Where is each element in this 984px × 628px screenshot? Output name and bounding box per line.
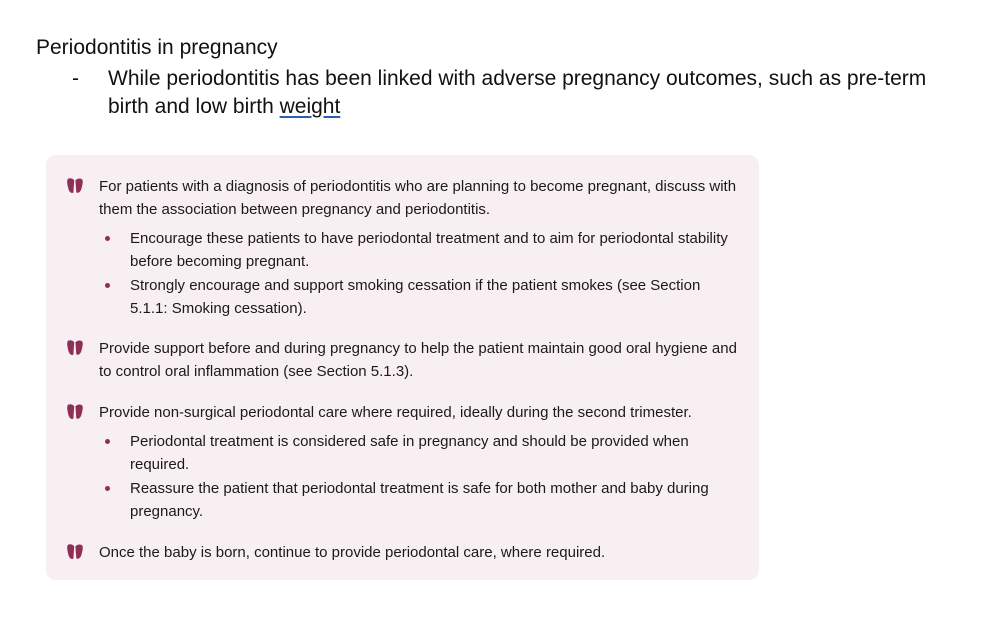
sub-item-text: Strongly encourage and support smoking cessation if the patient smokes (see Section 5.1.1: Smoking cessation).	[130, 277, 701, 317]
recommendation-card	[46, 155, 759, 580]
dash-bullet: -	[72, 67, 79, 90]
item-text: For patients with a diagnosis of periodontitis who are planning to become pregnant, discuss with them the association between pregnancy and periodontitis.	[99, 178, 737, 218]
item-text: Once the baby is born, continue to provide periodontal care, where required.	[99, 544, 606, 561]
bullet-dot	[105, 486, 110, 491]
bullet-dot	[105, 236, 110, 241]
bullet-dot	[105, 439, 110, 444]
underlined-word: weight	[279, 95, 341, 118]
sub-item-text: Periodontal treatment is considered safe in pregnancy and should be provided when required.	[130, 433, 689, 473]
tooth-icon	[66, 177, 84, 195]
tooth-icon	[66, 339, 84, 357]
sub-item-text: Encourage these patients to have periodontal treatment and to aim for periodontal stability before becoming pregnant.	[130, 230, 728, 270]
intro-text	[108, 65, 952, 121]
tooth-icon	[66, 543, 84, 561]
sub-item-text: Reassure the patient that periodontal treatment is safe for both mother and baby during pregnancy.	[130, 480, 709, 520]
page-title: Periodontitis in pregnancy	[36, 36, 278, 59]
item-text: Provide non-surgical periodontal care where required, ideally during the second trimester.	[99, 404, 692, 421]
tooth-icon	[66, 403, 84, 421]
intro-text-main: While periodontitis has been linked with adverse pregnancy outcomes, such as pre-term birth and low birth	[108, 67, 927, 118]
bullet-dot	[105, 283, 110, 288]
item-text: Provide support before and during pregnancy to help the patient maintain good oral hygiene and to control oral inflammation (see Section 5.1.3).	[99, 340, 737, 380]
